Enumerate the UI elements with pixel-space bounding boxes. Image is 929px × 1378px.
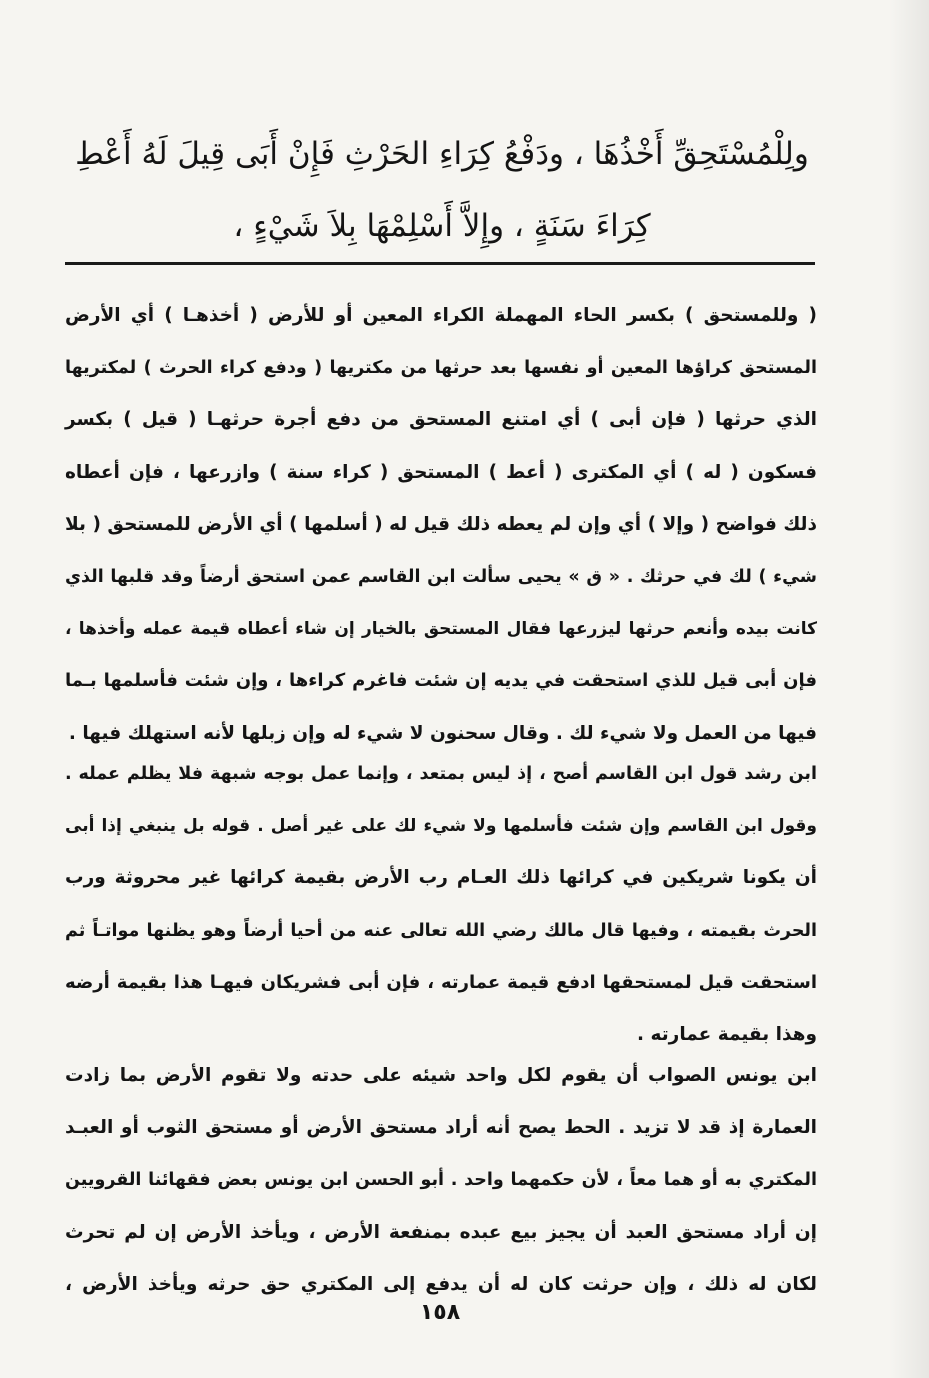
text-line: إن أراد مستحق العبد أن يجيز بيع عبده بمنفعة الأرض ، ويأخذ الأرض إن لم تحرث (65, 1221, 817, 1243)
heading-divider (65, 262, 815, 265)
heading-line-2: كِرَاءَ سَنَةٍ ، وإِلاَّ أَسْلِمْهَا بِلاَ شَيْءٍ ، (233, 208, 651, 244)
text-line: العمارة إذ قد لا تزيد . الحط يصح أنه أراد مستحق الأرض أو مستحق الثوب أو العبـد (65, 1117, 817, 1139)
text-line: ابن رشد قول ابن القاسم أصح ، إذ ليس بمتعد ، وإنما عمل بوجه شبهة فلا يظلم عمله . (65, 764, 817, 784)
text-line: أن يكونا شريكين في كرائها ذلك العـام رب الأرض بقيمة كرائها غير محروثة ورب (65, 867, 817, 889)
text-line: وهذا بقيمة عمارته . (637, 1023, 817, 1045)
matn-heading (62, 118, 822, 262)
text-line: شيء ) لك في حرثك . « ق » يحيى سألت ابن القاسم عمن استحق أرضاً وقد قلبها الذي (65, 566, 817, 587)
text-line: فيها من العمل ولا شيء لك . وقال سحنون لا شيء له وإن زبلها لأنه استهلك فيها . (68, 722, 817, 744)
page-number: ١٥٨ (419, 1300, 461, 1325)
text-line: ذلك فواضح ( وإلا ) أي وإن لم يعطه ذلك قيل له ( أسلمها ) أي الأرض للمستحق ( بلا (65, 513, 817, 535)
heading-line-1: ولِلْمُسْتَحِقِّ أَخْذُهَا ، ودَفْعُ كِرَاءِ الحَرْثِ فَإِنْ أَبَى قِيلَ لَهُ أَعْطِ (75, 136, 809, 172)
text-line: الذي حرثها ( فإن أبى ) أي امتنع المستحق من دفع أجرة حرثهـا ( قيل ) بكسر (65, 409, 817, 431)
commentary-paragraph-2 (65, 748, 817, 1061)
text-line: المكتري به أو هما معاً ، لأن حكمهما واحد . أبو الحسن ابن يونس بعض فقهائنا القرويين (65, 1170, 817, 1191)
commentary-paragraph-1 (65, 290, 817, 760)
text-line: الحرث بقيمته ، وفيها قال مالك رضي الله تعالى عنه من أحيا أرضاً وهو يظنها مواتـاً ثم (65, 920, 817, 941)
text-line: ابن يونس الصواب أن يقوم لكل واحد شيئه على حدته ولا تقوم الأرض بما زادت (65, 1065, 817, 1086)
text-line: فسكون ( له ) أي المكترى ( أعط ) المستحق ( كراء سنة ) وازرعها ، فإن أعطاه (65, 461, 817, 483)
text-line: وقول ابن القاسم وإن شئت فأسلمها ولا شيء لك على غير أصل . قوله بل ينبغي إذا أبى (65, 816, 817, 837)
commentary-paragraph-3 (65, 1050, 817, 1311)
text-line: المستحق كراؤها المعين أو نفسها بعد حرثها من مكتريها ( ودفع كراء الحرث ) لمكتريها (65, 358, 817, 379)
scan-edge-shadow (889, 0, 929, 1378)
text-line: استحقت قيل لمستحقها ادفع قيمة عمارته ، فإن أبى فشريكان فيهـا هذا بقيمة أرضه (65, 971, 817, 993)
text-line: كانت بيده وأنعم حرثها ليزرعها فقال المستحق بالخيار إن شاء أعطاه قيمة عمله وأخذها ، (65, 619, 817, 640)
text-line: ( وللمستحق ) بكسر الحاء المهملة الكراء المعين أو للأرض ( أخذهـا ) أي الأرض (65, 305, 817, 326)
text-line: لكان له ذلك ، وإن حرثت كان له أن يدفع إلى المكتري حق حرثه ويأخذ الأرض ، (65, 1273, 817, 1295)
text-line: فإن أبى قيل للذي استحقت في يديه إن شئت فاغرم كراءها ، وإن شئت فأسلمها بـما (65, 670, 817, 692)
